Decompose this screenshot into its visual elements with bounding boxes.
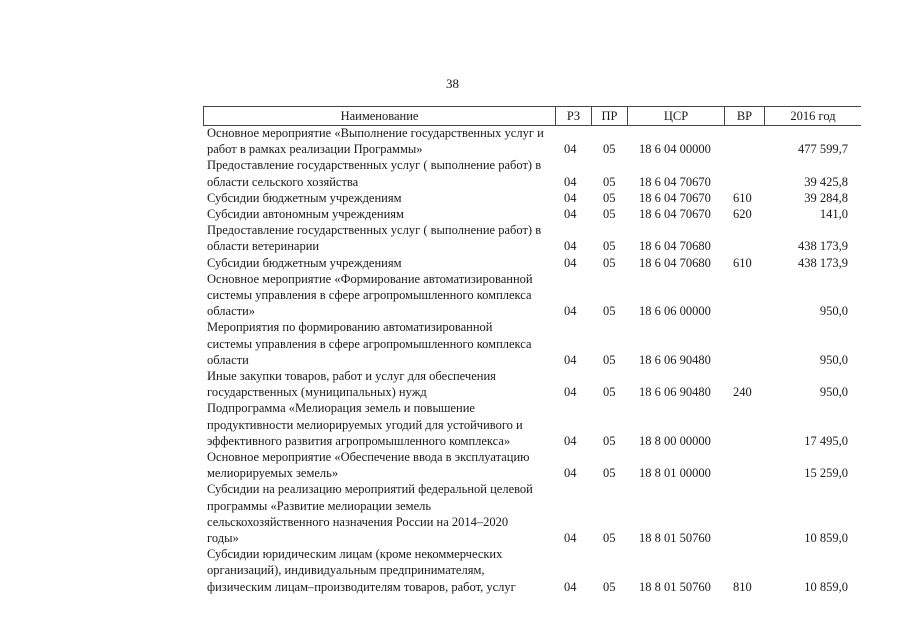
- row-sum: 438 173,9: [798, 255, 848, 270]
- row-csr: 18 6 04 70670: [639, 174, 711, 189]
- row-pr: 05: [603, 142, 616, 157]
- row-sum: 17 495,0: [804, 433, 848, 448]
- table-row: [203, 368, 860, 400]
- row-sum: 10 859,0: [804, 579, 848, 594]
- header-name: Наименование: [204, 107, 556, 125]
- row-name-line: Мероприятия по формированию автоматизированной: [207, 320, 493, 335]
- table-row: [203, 546, 860, 595]
- row-codes: [203, 433, 860, 449]
- row-codes: [203, 141, 860, 157]
- table-row: [203, 255, 860, 271]
- row-name-line: годы»: [207, 531, 239, 546]
- row-csr: 18 6 06 00000: [639, 304, 711, 319]
- row-rz: 04: [564, 142, 577, 157]
- row-name-line: продуктивности мелиорируемых угодий для устойчивого и: [207, 417, 523, 432]
- row-name-line: Субсидии бюджетным учреждениям: [207, 190, 402, 205]
- row-name-line: Предоставление государственных услуг ( выполнение работ) в: [207, 158, 542, 173]
- row-codes: [203, 238, 860, 254]
- table-row: [203, 125, 860, 157]
- row-vr: 610: [733, 255, 752, 270]
- header-pr: ПР: [592, 107, 628, 125]
- row-sum: 15 259,0: [804, 466, 848, 481]
- row-rz: 04: [564, 531, 577, 546]
- row-codes: [203, 255, 860, 271]
- row-rz: 04: [564, 239, 577, 254]
- row-pr: 05: [603, 531, 616, 546]
- row-csr: 18 6 04 70680: [639, 239, 711, 254]
- row-name-line: Субсидии на реализацию мероприятий федеральной целевой: [207, 482, 533, 497]
- row-rz: 04: [564, 174, 577, 189]
- row-sum: 950,0: [819, 385, 848, 400]
- row-name-line: физическим лицам–производителям товаров, работ, услуг: [207, 579, 516, 594]
- table-row: [203, 190, 860, 206]
- row-name-line: системы управления в сфере агропромышленного комплекса: [207, 336, 532, 351]
- row-pr: 05: [603, 466, 616, 481]
- table-row: [203, 481, 860, 546]
- table-row: [203, 449, 860, 481]
- row-codes: [203, 530, 860, 546]
- row-name-line: Субсидии бюджетным учреждениям: [207, 255, 402, 270]
- table-header: [203, 106, 861, 126]
- row-vr: 810: [733, 579, 752, 594]
- table-row: [203, 206, 860, 222]
- row-name-line: Субсидии автономным учреждениям: [207, 207, 404, 222]
- row-rz: 04: [564, 352, 577, 367]
- row-codes: [203, 206, 860, 222]
- row-pr: 05: [603, 239, 616, 254]
- table-row: [203, 319, 860, 368]
- row-csr: 18 6 04 70680: [639, 255, 711, 270]
- row-sum: 438 173,9: [798, 239, 848, 254]
- page-number: 38: [446, 76, 459, 91]
- row-name-line: программы «Развитие мелиорации земель: [207, 498, 432, 513]
- row-name-line: государственных (муниципальных) нужд: [207, 385, 427, 400]
- row-codes: [203, 352, 860, 368]
- table-row: [203, 157, 860, 189]
- row-sum: 39 425,8: [804, 174, 848, 189]
- row-pr: 05: [603, 385, 616, 400]
- row-pr: 05: [603, 304, 616, 319]
- row-rz: 04: [564, 304, 577, 319]
- row-csr: 18 8 01 50760: [639, 579, 711, 594]
- header-year: 2016 год: [790, 109, 836, 123]
- row-codes: [203, 465, 860, 481]
- row-sum: 477 599,7: [798, 142, 848, 157]
- row-name-line: Подпрограмма «Мелиорация земель и повышение: [207, 401, 475, 416]
- row-csr: 18 8 01 50760: [639, 531, 711, 546]
- table-row: [203, 400, 860, 449]
- row-rz: 04: [564, 255, 577, 270]
- row-name-line: Предоставление государственных услуг ( выполнение работ) в: [207, 223, 542, 238]
- row-codes: [203, 190, 860, 206]
- row-csr: 18 6 04 00000: [639, 142, 711, 157]
- row-name-line: Иные закупки товаров, работ и услуг для обеспечения: [207, 369, 496, 384]
- row-name-line: работ в рамках реализации Программы»: [207, 142, 423, 157]
- header-vr: ВР: [725, 107, 765, 125]
- row-pr: 05: [603, 190, 616, 205]
- header-csr: ЦСР: [628, 107, 725, 125]
- table-row: [203, 271, 860, 320]
- row-name-line: эффективного развития агропромышленного комплекса»: [207, 433, 511, 448]
- row-name-line: мелиорируемых земель»: [207, 466, 339, 481]
- row-pr: 05: [603, 255, 616, 270]
- row-sum: 141,0: [819, 207, 848, 222]
- row-codes: [203, 174, 860, 190]
- row-sum: 39 284,8: [804, 190, 848, 205]
- row-pr: 05: [603, 433, 616, 448]
- row-pr: 05: [603, 174, 616, 189]
- row-rz: 04: [564, 466, 577, 481]
- row-sum: 10 859,0: [804, 531, 848, 546]
- row-pr: 05: [603, 579, 616, 594]
- row-codes: [203, 579, 860, 595]
- row-rz: 04: [564, 385, 577, 400]
- row-sum: 950,0: [819, 304, 848, 319]
- row-name-line: Субсидии юридическим лицам (кроме некоммерческих: [207, 547, 503, 562]
- table-row: [203, 222, 860, 254]
- row-rz: 04: [564, 207, 577, 222]
- row-codes: [203, 303, 860, 319]
- row-pr: 05: [603, 207, 616, 222]
- row-name-line: области сельского хозяйства: [207, 174, 359, 189]
- row-name-line: Основное мероприятие «Выполнение государственных услуг и: [207, 126, 544, 140]
- row-name-line: сельскохозяйственного назначения России на 2014–2020: [207, 514, 509, 529]
- row-rz: 04: [564, 190, 577, 205]
- row-vr: 240: [733, 385, 752, 400]
- row-csr: 18 6 06 90480: [639, 385, 711, 400]
- row-pr: 05: [603, 352, 616, 367]
- header-rz: РЗ: [556, 107, 592, 125]
- row-codes: [203, 384, 860, 400]
- row-name-line: Основное мероприятие «Обеспечение ввода в эксплуатацию: [207, 450, 530, 465]
- row-vr: 610: [733, 190, 752, 205]
- row-csr: 18 6 06 90480: [639, 352, 711, 367]
- row-name-line: организаций), индивидуальным предпринимателям,: [207, 563, 485, 578]
- row-name-line: области: [207, 352, 249, 367]
- row-vr: 620: [733, 207, 752, 222]
- row-csr: 18 6 04 70670: [639, 190, 711, 205]
- row-name-line: системы управления в сфере агропромышленного комплекса: [207, 288, 532, 303]
- row-rz: 04: [564, 433, 577, 448]
- row-rz: 04: [564, 579, 577, 594]
- row-csr: 18 8 01 00000: [639, 466, 711, 481]
- row-sum: 950,0: [819, 352, 848, 367]
- row-name-line: области ветеринарии: [207, 239, 320, 254]
- table-body: [203, 125, 860, 595]
- row-csr: 18 8 00 00000: [639, 433, 711, 448]
- row-csr: 18 6 04 70670: [639, 207, 711, 222]
- row-name-line: Основное мероприятие «Формирование автоматизированной: [207, 271, 533, 286]
- row-name-line: области»: [207, 304, 256, 319]
